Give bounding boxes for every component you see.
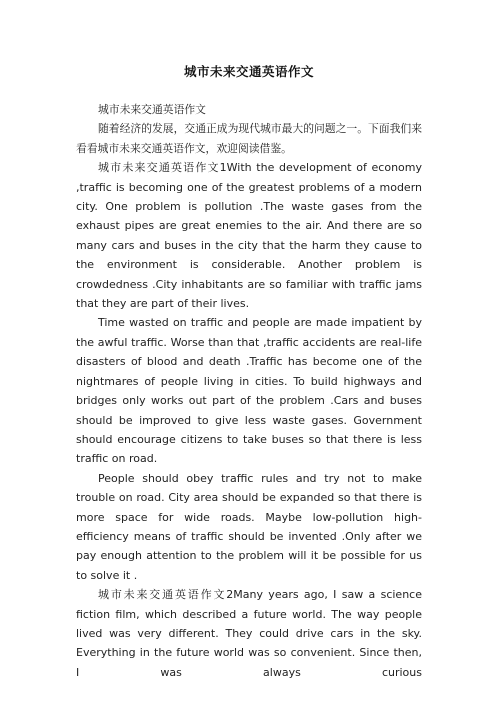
paragraph-essay-1-conclusion: People should obey traffic rules and try not to make trouble on road. City area should be expanded so that there is more space for wide roads. Maybe low-pollution high-efficiency means of traffic should be invented .Only after we pay enough attention to the problem will it be possible for us to solve it .: [76, 471, 422, 582]
document-title: 城市未来交通英语作文: [183, 64, 314, 79]
paragraph-essay-1-continued: Time wasted on traffic and people are made impatient by the awful traffic. Worse than that ,traffic accidents are real-life disasters of blood and death .Traffic has become one of the nightmares of people living in cities. To build highways and bridges only works out part of the problem .Cars and buses should be improved to give less waste gases. Government should encourage citizens to take buses so that there is less traffic on road.: [76, 316, 422, 466]
paragraph-essay-1: 城市未来交通英语作文1With the development of economy ,traffic is becoming one of the greatest problems of a modern city. One problem is pollution .The waste gases from the exhaust pipes are great enemies to the air. And there are so many cars and buses in the city that the harm they cause to the environment is considerable. Another problem is crowdedness .City inhabitants are so familiar with traffic jams that they are part of their lives.: [76, 161, 422, 311]
paragraph-intro: 随着经济的发展，交通正成为现代城市最大的问题之一。下面我们来看看城市未来交通英语作文，欢迎阅读借鉴。: [76, 122, 422, 155]
paragraph-essay-2: 城市未来交通英语作文2Many years ago, I saw a science fiction film, which described a future world. The way people lived was very different. They could drive cars in the sky. Everything in the future world was so convenient. Since then, I was always curious: [76, 588, 422, 679]
paragraph-subtitle: 城市未来交通英语作文: [98, 103, 206, 116]
